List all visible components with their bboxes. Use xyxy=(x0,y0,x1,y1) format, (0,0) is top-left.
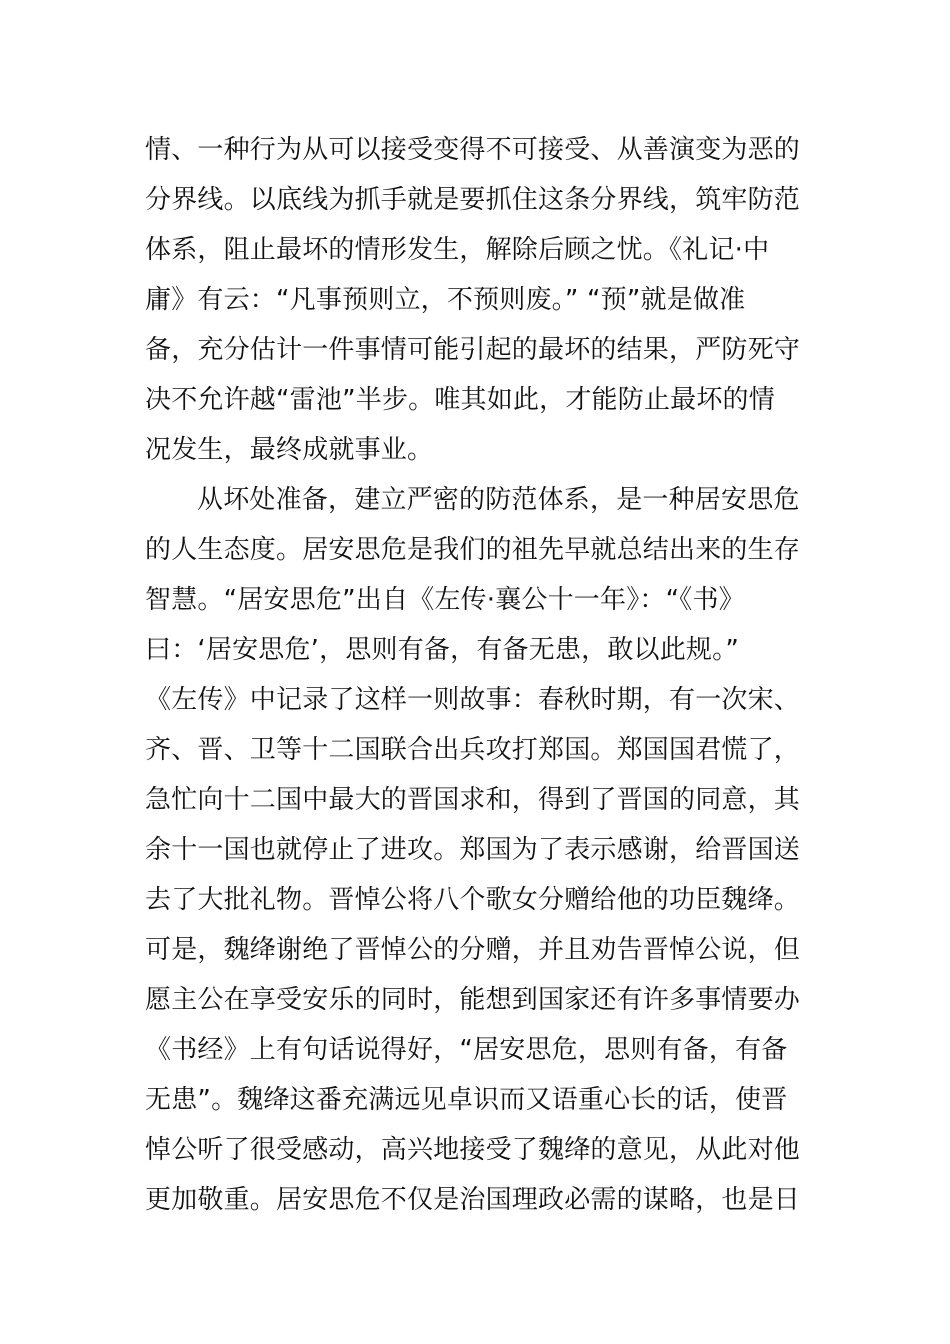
text-line: 决不允许越“雷池”半步。唯其如此，才能防止最坏的情 xyxy=(145,385,775,415)
text-line: 分界线。以底线为抓手就是要抓住这条分界线，筑牢防范 xyxy=(145,185,801,215)
text-line: 余十一国也就停止了进攻。郑国为了表示感谢，给晋国送 xyxy=(145,835,801,865)
text-line: 去了大批礼物。晋悼公将八个歌女分赠给他的功臣魏绛。 xyxy=(145,885,801,915)
text-line: 备，充分估计一件事情可能引起的最坏的结果，严防死守 xyxy=(145,335,801,365)
text-line: 急忙向十二国中最大的晋国求和，得到了晋国的同意，其 xyxy=(145,785,801,815)
paragraph-first-line: 从坏处准备，建立严密的防范体系，是一种居安思危 xyxy=(197,485,800,515)
text-line: 曰：‘居安思危’，思则有备，有备无患，敢以此规。” xyxy=(145,635,739,665)
text-line: 悼公听了很受感动，高兴地接受了魏绛的意见，从此对他 xyxy=(145,1135,801,1165)
text-line: 情、一种行为从可以接受变得不可接受、从善演变为恶的 xyxy=(145,135,801,165)
text-line: 《左传》中记录了这样一则故事：春秋时期，有一次宋、 xyxy=(145,685,801,715)
text-line: 愿主公在享受安乐的同时，能想到国家还有许多事情要办 xyxy=(145,985,801,1015)
text-line: 庸》有云：“凡事预则立，不预则废。” “预”就是做准 xyxy=(145,285,746,315)
text-line: 无患”。魏绛这番充满远见卓识而又语重心长的话，使晋 xyxy=(145,1085,788,1115)
text-line: 的人生态度。居安思危是我们的祖先早就总结出来的生存 xyxy=(145,535,801,565)
text-line: 可是，魏绛谢绝了晋悼公的分赠，并且劝告晋悼公说，但 xyxy=(145,935,801,965)
text-line: 况发生，最终成就事业。 xyxy=(145,435,434,465)
text-line: 智慧。“居安思危”出自《左传·襄公十一年》：“《书》 xyxy=(145,585,745,615)
text-line: 体系，阻止最坏的情形发生，解除后顾之忧。《礼记·中 xyxy=(145,235,770,265)
text-line: 更加敬重。居安思危不仅是治国理政必需的谋略，也是日 xyxy=(145,1185,801,1215)
text-line: 《书经》上有句话说得好，“居安思危，思则有备，有备 xyxy=(145,1035,788,1065)
text-line: 齐、晋、卫等十二国联合出兵攻打郑国。郑国国君慌了， xyxy=(145,735,801,765)
